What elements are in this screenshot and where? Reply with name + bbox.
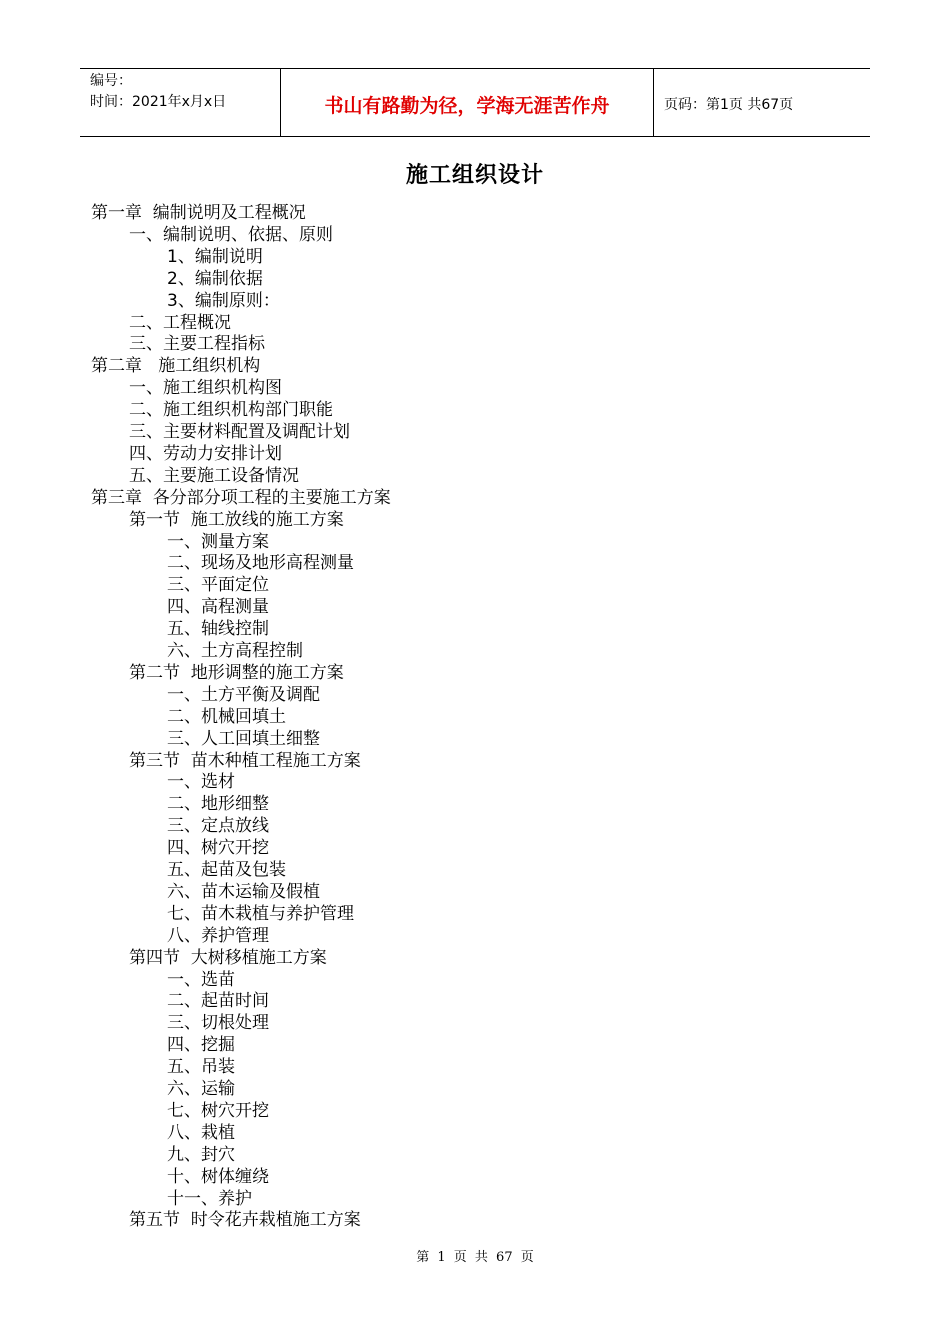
toc-item: 二、起苗时间	[167, 991, 269, 1012]
header-motto: 书山有路勤为径，学海无涯苦作舟	[281, 69, 654, 136]
toc-item: 五、吊装	[167, 1057, 235, 1078]
header-meta	[80, 69, 281, 136]
toc-section: 一、施工组织机构图	[129, 378, 282, 399]
toc-section: 五、主要施工设备情况	[129, 465, 299, 486]
toc-item: 五、起苗及包装	[167, 860, 286, 880]
toc-item: 六、运输	[167, 1079, 235, 1099]
toc-item: 七、苗木栽植与养护管理	[167, 903, 354, 924]
toc-item: 二、机械回填土	[167, 706, 286, 727]
toc-item: 六、土方高程控制	[167, 641, 303, 661]
toc-item: 八、养护管理	[167, 925, 269, 946]
header-page-info: 页码：第1页 共67页	[664, 96, 794, 113]
toc-item: 八、栽植	[167, 1122, 235, 1143]
document-time-label: 时间：2021年x月x日	[90, 94, 227, 110]
document-title: 施工组织设计	[405, 163, 544, 188]
toc-item: 二、现场及地形高程测量	[167, 553, 354, 574]
toc-item: 三、切根处理	[167, 1013, 269, 1034]
toc-section: 二、工程概况	[129, 312, 231, 333]
toc-section: 第一节 施工放线的施工方案	[129, 509, 344, 530]
toc-section: 第四节 大树移植施工方案	[129, 947, 327, 968]
toc-item: 十一、养护	[167, 1188, 252, 1209]
toc-item: 四、挖掘	[167, 1035, 235, 1056]
toc-chapter: 第三章 各分部分项工程的主要施工方案	[91, 487, 391, 508]
toc-section: 二、施工组织机构部门职能	[129, 400, 333, 421]
toc-section: 第三节 苗木种植工程施工方案	[129, 750, 361, 771]
toc-item: 2、编制依据	[167, 268, 263, 289]
toc-item: 六、苗木运输及假植	[167, 881, 320, 902]
toc-item: 3、编制原则：	[167, 290, 280, 311]
toc-item: 七、树穴开挖	[167, 1100, 269, 1121]
toc-item: 十、树体缠绕	[167, 1166, 269, 1187]
toc-item: 三、定点放线	[167, 816, 269, 837]
toc-chapter: 第一章 编制说明及工程概况	[91, 203, 306, 223]
toc-item: 四、高程测量	[167, 597, 269, 618]
toc-item: 四、树穴开挖	[167, 838, 269, 859]
toc-item: 一、测量方案	[167, 531, 269, 552]
toc-item: 三、人工回填土细整	[167, 728, 320, 749]
toc-section: 三、主要工程指标	[129, 334, 265, 355]
page-footer: 第 1 页 共 67 页	[416, 1250, 534, 1265]
toc-section: 第二节 地形调整的施工方案	[129, 662, 344, 683]
toc-item: 1、编制说明	[167, 246, 263, 267]
toc-item: 一、选苗	[167, 969, 235, 990]
toc-item: 三、平面定位	[167, 575, 269, 596]
toc-item: 一、选材	[167, 772, 235, 793]
toc-section: 第五节 时令花卉栽植施工方案	[129, 1210, 361, 1231]
toc-section: 四、劳动力安排计划	[129, 443, 282, 464]
toc-item: 二、地形细整	[167, 794, 269, 815]
page-header	[80, 68, 870, 137]
toc-section: 三、主要材料配置及调配计划	[129, 422, 350, 442]
document-number-label: 编号：	[90, 73, 132, 89]
toc-section: 一、编制说明、依据、原则	[129, 224, 333, 245]
toc-item: 五、轴线控制	[167, 619, 269, 640]
toc-item: 九、封穴	[167, 1144, 235, 1165]
toc-chapter: 第二章 施工组织机构	[91, 356, 261, 377]
toc-item: 一、土方平衡及调配	[167, 684, 320, 705]
